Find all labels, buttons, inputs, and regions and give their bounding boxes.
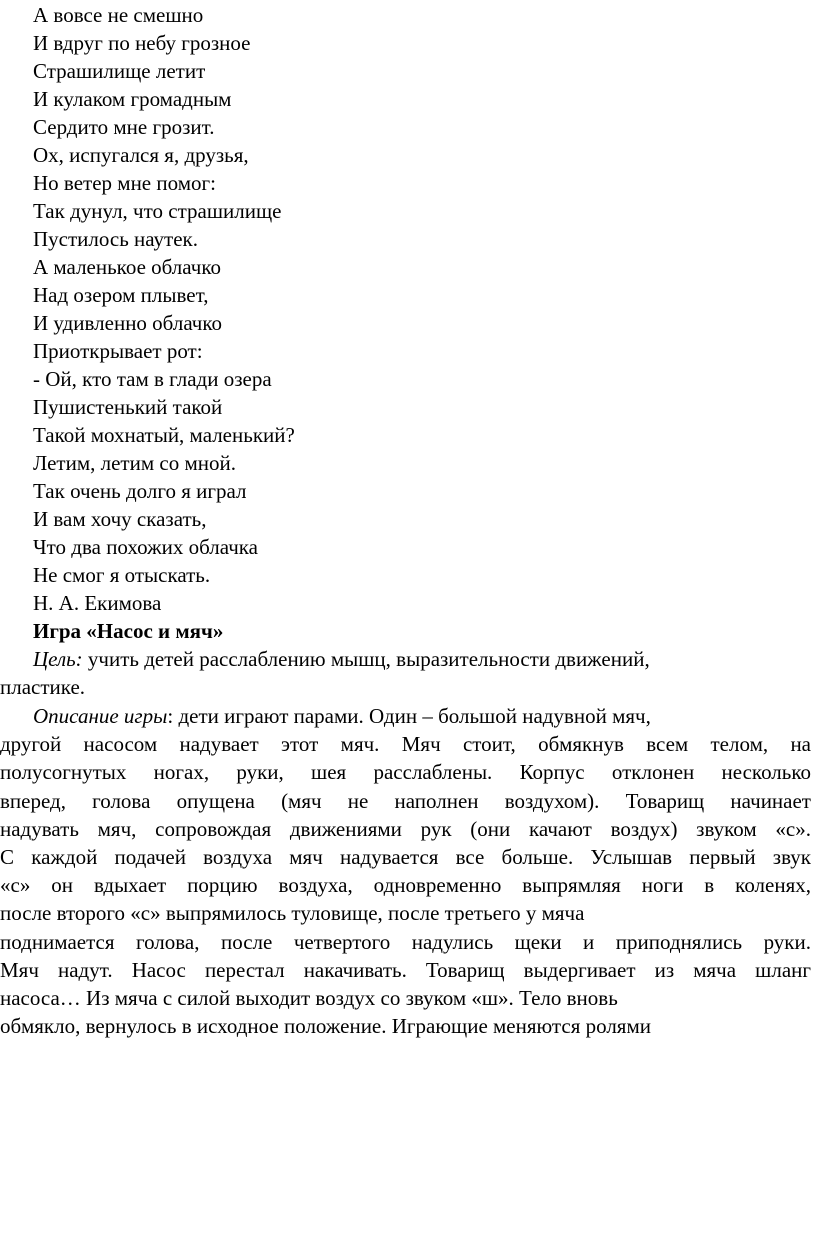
description-line: Мяч надут. Насос перестал накачивать. Товарищ выдергивает из мяча шланг (0, 957, 811, 982)
goal-text: учить детей расслаблению мышц, выразительности движений, (82, 647, 650, 671)
poem-line: Но ветер мне помог: (33, 171, 216, 195)
description-text: : дети играют парами. Один – большой надувной мяч, (167, 704, 651, 728)
poem (33, 1, 295, 617)
poem-line: Сердито мне грозит. (33, 115, 215, 139)
description-line: надувать мяч, сопровождая движениями рук (они качают воздух) звуком «с». (0, 816, 811, 841)
description-line: после второго «с» выпрямилось туловище, после третьего у мяча (0, 901, 585, 926)
description-line: С каждой подачей воздуха мяч надувается все больше. Услышав первый звук (0, 844, 811, 869)
description-line: полусогнутых ногах, руки, шея расслаблены. Корпус отклонен несколько (0, 760, 811, 785)
description-line: другой насосом надувает этот мяч. Мяч стоит, обмякнув всем телом, на (0, 732, 811, 757)
game-description (0, 702, 816, 1040)
poem-line: Пустилось наутек. (33, 227, 198, 251)
poem-line: Так очень долго я играл (33, 479, 247, 503)
goal-line-1 (0, 645, 816, 673)
description-line: обмякло, вернулось в исходное положение. Играющие меняются ролями (0, 1014, 651, 1039)
poem-line: Не смог я отыскать. (33, 563, 211, 587)
poem-line: Что два похожих облачка (33, 535, 258, 559)
poem-line: Пушистенький такой (33, 395, 223, 419)
description-label: Описание игры (33, 704, 168, 728)
poem-line: Такой мохнатый, маленький? (33, 423, 295, 447)
poem-line: И вам хочу сказать, (33, 507, 207, 531)
poem-line: И удивленно облачко (33, 311, 222, 335)
poem-line: Так дунул, что страшилище (33, 199, 282, 223)
poem-line: А маленькое облачко (33, 255, 221, 279)
poem-line: Ох, испугался я, друзья, (33, 143, 249, 167)
description-line: «с» он вдыхает порцию воздуха, одновременно выпрямляя ноги в коленях, (0, 873, 811, 898)
poem-line: - Ой, кто там в глади озера (33, 367, 272, 391)
poem-line: Приоткрывает рот: (33, 339, 203, 363)
poem-line: Летим, летим со мной. (33, 451, 236, 475)
description-line: поднимается голова, после четвертого надулись щеки и приподнялись руки. (0, 929, 811, 954)
poem-line: И вдруг по небу грозное (33, 31, 251, 55)
description-line: насоса… Из мяча с силой выходит воздух со звуком «ш». Тело вновь (0, 985, 618, 1010)
game-goal (0, 645, 816, 701)
goal-line-2: пластике. (0, 675, 86, 700)
poem-line: А вовсе не смешно (33, 3, 204, 27)
game-title: Игра «Насос и мяч» (33, 619, 224, 643)
poem-line: И кулаком громадным (33, 87, 232, 111)
description-line: вперед, голова опущена (мяч не наполнен воздухом). Товарищ начинает (0, 788, 811, 813)
poem-line: Над озером плывет, (33, 283, 209, 307)
goal-label: Цель: (33, 647, 83, 671)
description-line-1 (0, 702, 816, 730)
poem-author: Н. А. Екимова (33, 591, 162, 615)
poem-line: Страшилище летит (33, 59, 206, 83)
